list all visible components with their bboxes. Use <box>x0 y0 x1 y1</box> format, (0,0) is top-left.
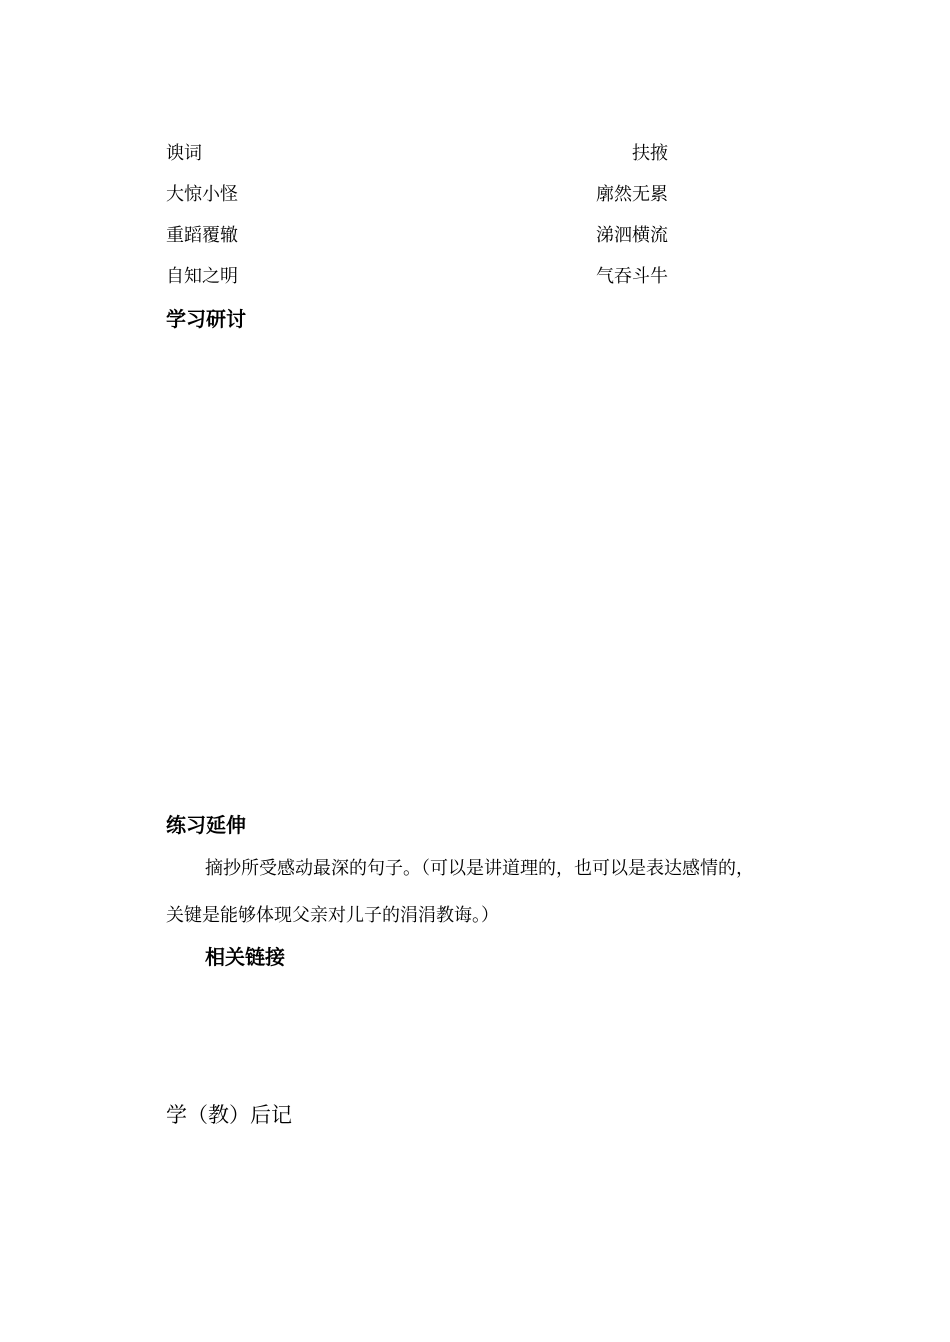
vocab-word: 谀词 <box>166 143 202 164</box>
vocab-row <box>166 264 668 290</box>
practice-instruction-line: 摘抄所受感动最深的句子。（可以是讲道理的，也可以是表达感情的， <box>205 858 754 879</box>
vocab-word: 气吞斗牛 <box>596 266 668 287</box>
practice-instruction-line: 关键是能够体现父亲对儿子的涓涓教诲。） <box>166 905 499 926</box>
vocab-word: 扶掖 <box>632 143 668 164</box>
vocab-row <box>166 141 668 167</box>
section-heading-related-links: 相关链接 <box>205 945 285 969</box>
vocab-row <box>166 223 668 249</box>
vocab-row <box>166 182 668 208</box>
section-heading-study-discussion: 学习研讨 <box>166 307 246 331</box>
vocab-word: 廓然无累 <box>596 184 668 205</box>
vocab-word: 大惊小怪 <box>166 184 238 205</box>
vocab-word: 自知之明 <box>166 266 238 287</box>
vocab-word: 重蹈覆辙 <box>166 225 238 246</box>
section-heading-postscript: 学（教）后记 <box>166 1103 292 1127</box>
section-heading-practice-extension: 练习延伸 <box>166 813 246 837</box>
vocab-word: 涕泗横流 <box>596 225 668 246</box>
